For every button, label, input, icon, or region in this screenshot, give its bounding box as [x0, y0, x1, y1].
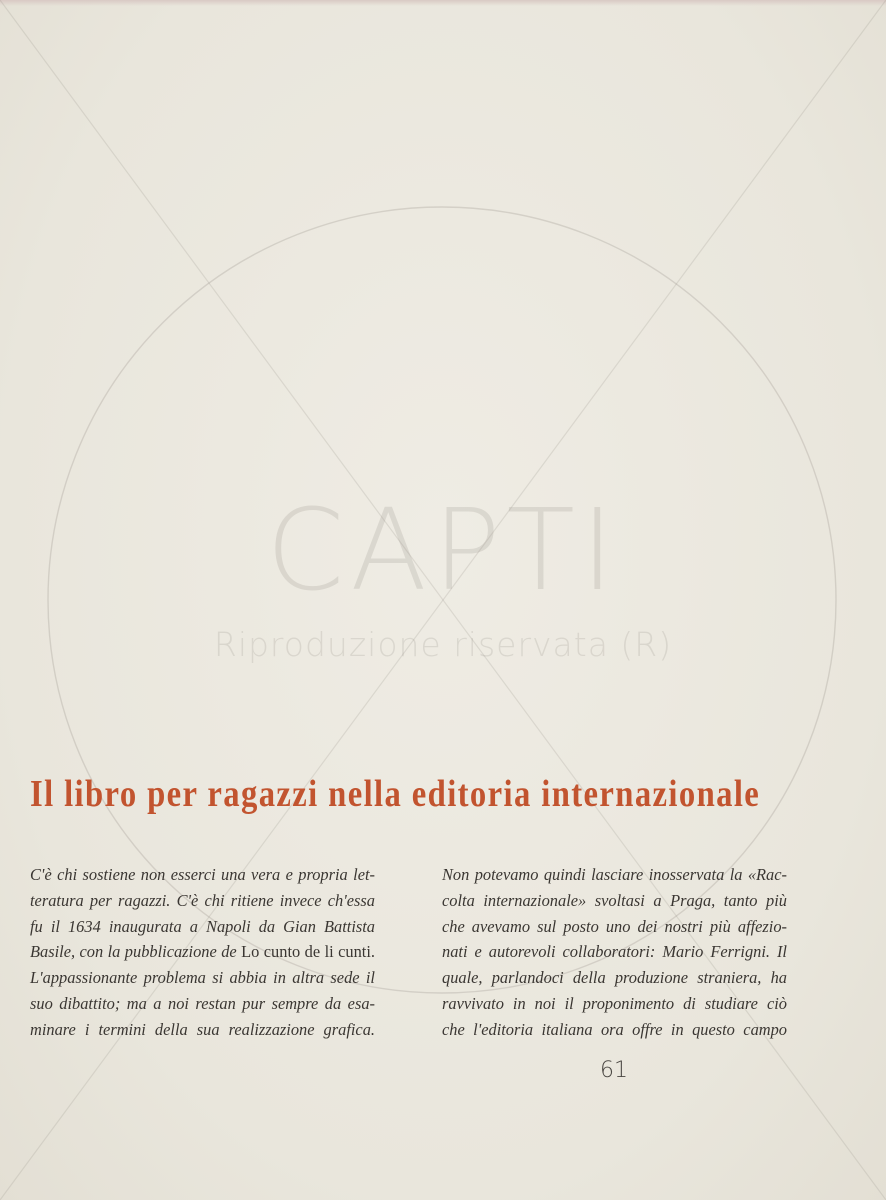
left-line-3: fu il 1634 inaugurata a Napoli da Gian Battista — [30, 916, 375, 936]
watermark-subtitle: Riproduzione riservata (R) — [213, 625, 673, 664]
right-column — [442, 862, 787, 1043]
page-number: 61 — [600, 1058, 628, 1083]
left-line-1: C'è chi sostiene non esserci una vera e propria let- — [30, 865, 375, 884]
book-title-part-1: Lo — [241, 942, 260, 962]
left-line-5: L'appassionante problema si abbia in altra sede il — [30, 968, 375, 988]
right-line-3: che avevamo sul posto uno dei nostri più affezio- — [442, 916, 787, 936]
left-line-4-italic: Basile, con la pubblicazione de — [30, 942, 242, 962]
left-line-6: suo dibattito; ma a noi restan pur sempre da esa- — [30, 993, 375, 1013]
article-title: Il libro per ragazzi nella editoria internazionale — [30, 773, 761, 815]
right-line-1: Non potevamo quindi lasciare inosservata la «Rac- — [442, 865, 787, 884]
left-line-2: teratura per ragazzi. C'è chi ritiene invece ch'essa — [30, 890, 375, 910]
watermark-logo: CAPTI — [266, 486, 620, 616]
book-title-part-3: de li cunti. — [304, 942, 375, 962]
right-line-5: quale, parlandoci della produzione straniera, ha — [442, 968, 787, 988]
book-title-part-2: cunto — [259, 942, 305, 962]
right-line-6: ravvivato in noi il proponimento di studiare ciò — [442, 993, 787, 1013]
right-line-7: che l'editoria italiana ora offre in questo campo — [442, 1019, 787, 1039]
right-line-4: nati e autorevoli collaboratori: Mario Ferrigni. Il — [442, 942, 787, 962]
left-line-4 — [30, 939, 375, 965]
right-line-2: colta internazionale» svoltasi a Praga, tanto più — [442, 890, 787, 910]
left-column — [30, 862, 375, 1043]
left-line-7: minare i termini della sua realizzazione grafica. — [30, 1019, 375, 1039]
